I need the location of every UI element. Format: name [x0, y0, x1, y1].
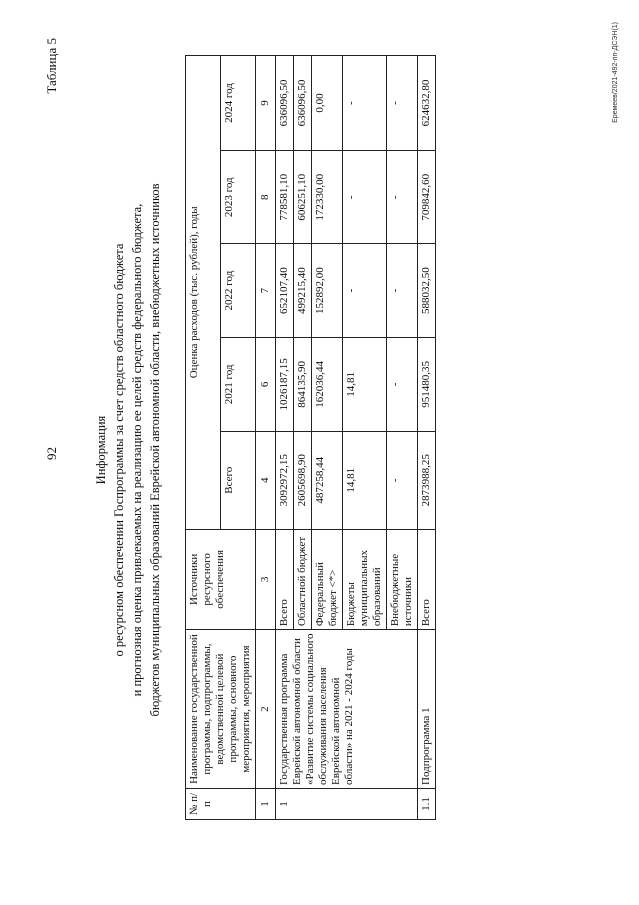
- value-2023-cell: 172330,00: [312, 151, 343, 244]
- value-2022-cell: 152892,00: [312, 244, 343, 337]
- index-cell: 8: [256, 151, 276, 244]
- header-total: Всего: [221, 431, 256, 529]
- header-year-2022: 2022 год: [221, 244, 256, 337]
- total-cell: 487258,44: [312, 431, 343, 529]
- program-name: Государственная программа Еврейской автономной области «Развитие системы социального обслуживания населения Еврейской автономной области» на 2021 - 2024 годы: [276, 630, 418, 789]
- value-2021-cell: 14,81: [343, 337, 387, 431]
- total-cell: 2873988,25: [418, 431, 436, 529]
- value-2022-cell: -: [387, 244, 418, 337]
- source-cell: Всего: [418, 529, 436, 630]
- value-2024-cell: -: [387, 56, 418, 151]
- value-2022-cell: 588032,50: [418, 244, 436, 337]
- resource-table: [185, 55, 436, 820]
- document-title: [92, 55, 164, 845]
- title-line-4: бюджетов муниципальных образований Еврейской автономной области, внебюджетных источников: [148, 183, 162, 717]
- value-2023-cell: -: [387, 151, 418, 244]
- value-2021-cell: 1026187,15: [276, 337, 294, 431]
- program-num: 1: [276, 788, 418, 819]
- value-2024-cell: 636096,50: [294, 56, 312, 151]
- table-label: Таблица 5: [44, 38, 59, 94]
- value-2023-cell: 606251,10: [294, 151, 312, 244]
- index-cell: 4: [256, 431, 276, 529]
- table-row: [418, 56, 436, 820]
- page-number: 92: [44, 447, 59, 460]
- source-cell: Бюджеты муниципальных образований: [343, 529, 387, 630]
- table-row: [276, 56, 294, 820]
- title-line-1: Информация: [94, 415, 108, 485]
- value-2024-cell: 636096,50: [276, 56, 294, 151]
- value-2024-cell: 0,00: [312, 56, 343, 151]
- value-2022-cell: -: [343, 244, 387, 337]
- title-line-2: о ресурсном обеспечении Госпрограммы за счет средств областного бюджета: [112, 243, 126, 657]
- value-2021-cell: 951480,35: [418, 337, 436, 431]
- value-2024-cell: 624632,80: [418, 56, 436, 151]
- source-cell: Областной бюджет: [294, 529, 312, 630]
- value-2021-cell: 864135,90: [294, 337, 312, 431]
- index-cell: 9: [256, 56, 276, 151]
- index-cell: 6: [256, 337, 276, 431]
- total-cell: 3092972,15: [276, 431, 294, 529]
- source-cell: Внебюджетные источники: [387, 529, 418, 630]
- header-source: Источники ресурсного обеспечения: [186, 529, 256, 630]
- index-cell: 2: [256, 630, 276, 789]
- column-index-row: [256, 56, 276, 820]
- value-2022-cell: 652107,40: [276, 244, 294, 337]
- source-cell: Всего: [276, 529, 294, 630]
- header-num: № п/п: [186, 788, 256, 819]
- value-2023-cell: -: [343, 151, 387, 244]
- header-estimate: Оценка расходов (тыс. рублей), годы: [186, 56, 221, 530]
- header-row-1: [186, 56, 221, 820]
- file-footnote: Еремеев/2021-492-пп-ДСЭН(1): [612, 22, 619, 123]
- index-cell: 1: [256, 788, 276, 819]
- value-2021-cell: -: [387, 337, 418, 431]
- subprogram-num: 1.1: [418, 788, 436, 819]
- value-2023-cell: 778581,10: [276, 151, 294, 244]
- title-line-3: и прогнозная оценка привлекаемых на реализацию ее целей средств федерального бюджета,: [130, 203, 144, 697]
- index-cell: 7: [256, 244, 276, 337]
- index-cell: 3: [256, 529, 276, 630]
- value-2023-cell: 709842,60: [418, 151, 436, 244]
- value-2021-cell: 162036,44: [312, 337, 343, 431]
- total-cell: 14,81: [343, 431, 387, 529]
- header-name: Наименование государственной программы, подпрограммы, ведомственной целевой программы, основного мероприятия, мероприятия: [186, 630, 256, 789]
- total-cell: -: [387, 431, 418, 529]
- value-2022-cell: 499215,40: [294, 244, 312, 337]
- header-year-2023: 2023 год: [221, 151, 256, 244]
- header-year-2021: 2021 год: [221, 337, 256, 431]
- header-year-2024: 2024 год: [221, 56, 256, 151]
- total-cell: 2605698,90: [294, 431, 312, 529]
- subprogram-name: Подпрограмма 1: [418, 630, 436, 789]
- source-cell: Федеральный бюджет <*>: [312, 529, 343, 630]
- value-2024-cell: -: [343, 56, 387, 151]
